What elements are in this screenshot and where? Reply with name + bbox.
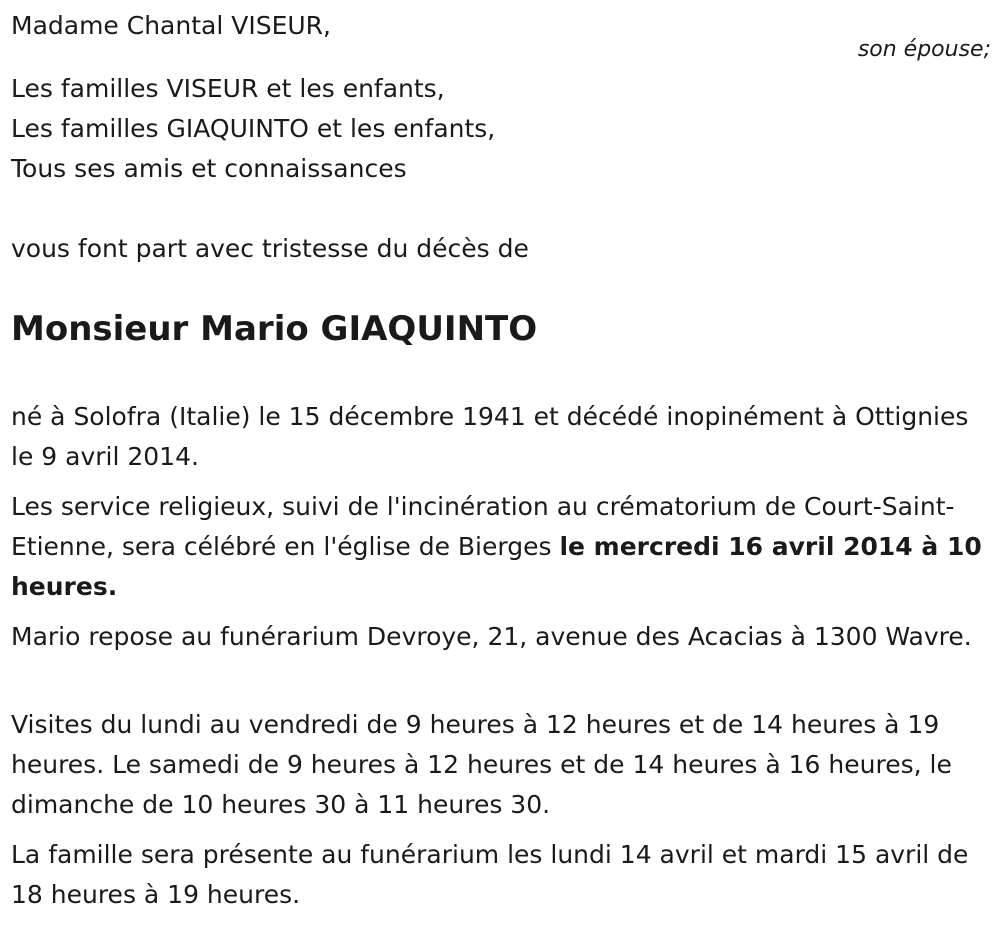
visits-paragraph: Visites du lundi au vendredi de 9 heures à 12 heures et de 14 heures à 19 heures. Le samedi de 9 heures à 12 heures et de 14 heures à 16 heures, le dimanche de 10 heures 30 à 11 heures 30. bbox=[11, 710, 952, 819]
announcer-friends: Tous ses amis et connaissances bbox=[11, 154, 407, 183]
spouse-label: son épouse; bbox=[857, 37, 991, 62]
announcer-family-viseur: Les familles VISEUR et les enfants, bbox=[11, 74, 445, 103]
service-date: le mercredi 16 avril 2014 à 10 heures. bbox=[11, 532, 982, 601]
birth-death-paragraph: né à Solofra (Italie) le 15 décembre 1941 et décédé inopinément à Ottignies le 9 avril 2014. bbox=[11, 402, 969, 471]
intro-text: vous font part avec tristesse du décès de bbox=[11, 234, 529, 263]
announcer-family-giaquinto: Les familles GIAQUINTO et les enfants, bbox=[11, 114, 496, 143]
service-text: Les service religieux, suivi de l'incinération au crématorium de Court-Saint-Etienne, sera célébré en l'église de Bierges bbox=[11, 492, 955, 561]
rest-paragraph: Mario repose au funérarium Devroye, 21, avenue des Acacias à 1300 Wavre. bbox=[11, 622, 972, 651]
family-presence-paragraph: La famille sera présente au funérarium les lundi 14 avril et mardi 15 avril de 18 heures à 19 heures. bbox=[11, 840, 969, 909]
service-paragraph bbox=[11, 487, 991, 607]
deceased-name: Monsieur Mario GIAQUINTO bbox=[11, 309, 538, 349]
announcer-spouse-name: Madame Chantal VISEUR, bbox=[11, 11, 331, 40]
